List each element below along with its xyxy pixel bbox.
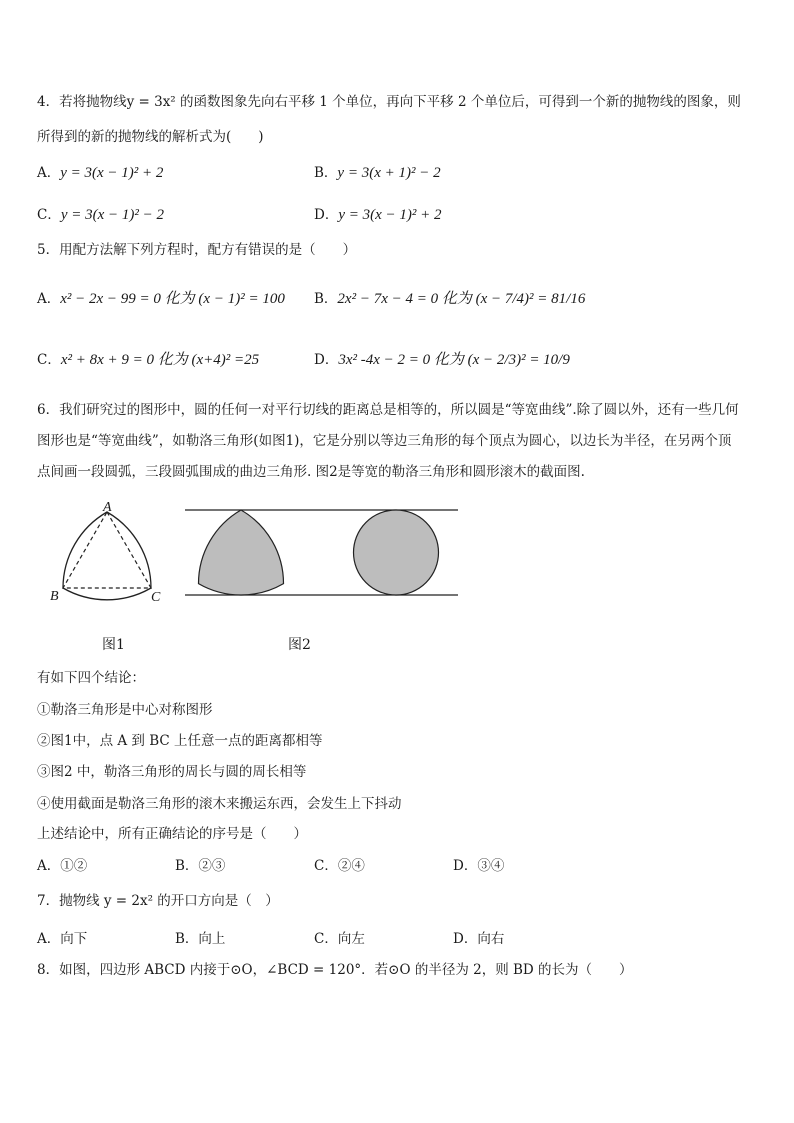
q6-option-b: B．②③: [175, 858, 226, 874]
reuleaux-outline: [63, 512, 151, 600]
q5-option-b: B．2x² − 7x − 4 = 0 化为 (x − 7/4)² = 81/16: [314, 291, 586, 307]
q4-option-d: D．y = 3(x − 1)² + 2: [314, 207, 442, 223]
q6-conclusion-3: ③图2 中，勒洛三角形的周长与圆的周长相等: [37, 764, 307, 780]
q8-stem: 8．如图，四边形 ABCD 内接于⊙O，∠BCD = 120°．若⊙O 的半径为 2，则 BD 的长为（ ）: [37, 962, 633, 978]
q5-option-a: A．x² − 2x − 99 = 0 化为 (x − 1)² = 100: [37, 291, 285, 307]
q6-option-a: A．①②: [37, 858, 88, 874]
q4-option-b: B．y = 3(x + 1)² − 2: [314, 165, 441, 181]
q6-stem-line2: 图形也是“等宽曲线”，如勒洛三角形(如图1)，它是分别以等边三角形的每个顶点为圆心，以边长为半径，在另两个顶: [37, 433, 732, 449]
circle-roller: [354, 510, 439, 595]
figure-2-caption: 图2: [288, 637, 311, 653]
reuleaux-roller: [199, 510, 284, 595]
q6-intro: 有如下四个结论：: [37, 670, 145, 686]
q7-option-b: B．向上: [175, 931, 226, 947]
q6-stem-line3: 点间画一段圆弧，三段圆弧围成的曲边三角形. 图2是等宽的勒洛三角形和圆形滚木的截面图.: [37, 464, 585, 480]
q5-stem: 5．用配方法解下列方程时，配方有错误的是（ ）: [37, 242, 357, 258]
q6-conclusion-1: ①勒洛三角形是中心对称图形: [37, 702, 213, 718]
q4-option-a: A．y = 3(x − 1)² + 2: [37, 165, 164, 181]
vertex-b-label: B: [50, 589, 59, 604]
q7-stem: 7．抛物线 y = 2x² 的开口方向是（ ）: [37, 893, 279, 909]
q5-option-c: C．x² + 8x + 9 = 0 化为 (x+4)² =25: [37, 352, 260, 368]
q5-option-d: D．3x² -4x − 2 = 0 化为 (x − 2/3)² = 10/9: [314, 352, 570, 368]
q6-conclusion-2: ②图1中，点 A 到 BC 上任意一点的距离都相等: [37, 733, 323, 749]
q6-question: 上述结论中，所有正确结论的序号是（ ）: [37, 826, 307, 842]
figure-1-reuleaux: [45, 500, 175, 610]
q6-option-d: D．③④: [453, 858, 505, 874]
q7-option-c: C．向左: [314, 931, 365, 947]
dashed-equilateral-triangle: [63, 512, 151, 588]
q4-option-c: C．y = 3(x − 1)² − 2: [37, 207, 165, 223]
q4-stem-line2: 所得到的新的抛物线的解析式为( ): [37, 129, 264, 145]
q6-stem-line1: 6．我们研究过的图形中，圆的任何一对平行切线的距离总是相等的，所以圆是“等宽曲线”.除了圆以外，还有一些几何: [37, 402, 739, 418]
q7-option-d: D．向右: [453, 931, 505, 947]
q7-option-a: A．向下: [37, 931, 88, 947]
vertex-c-label: C: [151, 590, 161, 605]
q6-conclusion-4: ④使用截面是勒洛三角形的滚木来搬运东西，会发生上下抖动: [37, 796, 402, 812]
figure-1-caption: 图1: [102, 637, 125, 653]
q4-stem-line1: 4．若将抛物线y = 3x² 的函数图象先向右平移 1 个单位，再向下平移 2 个单位后，可得到一个新的抛物线的图象，则: [37, 94, 741, 110]
q6-option-c: C．②④: [314, 858, 365, 874]
vertex-a-label: A: [103, 500, 112, 515]
figure-2-rollers: [180, 505, 465, 605]
